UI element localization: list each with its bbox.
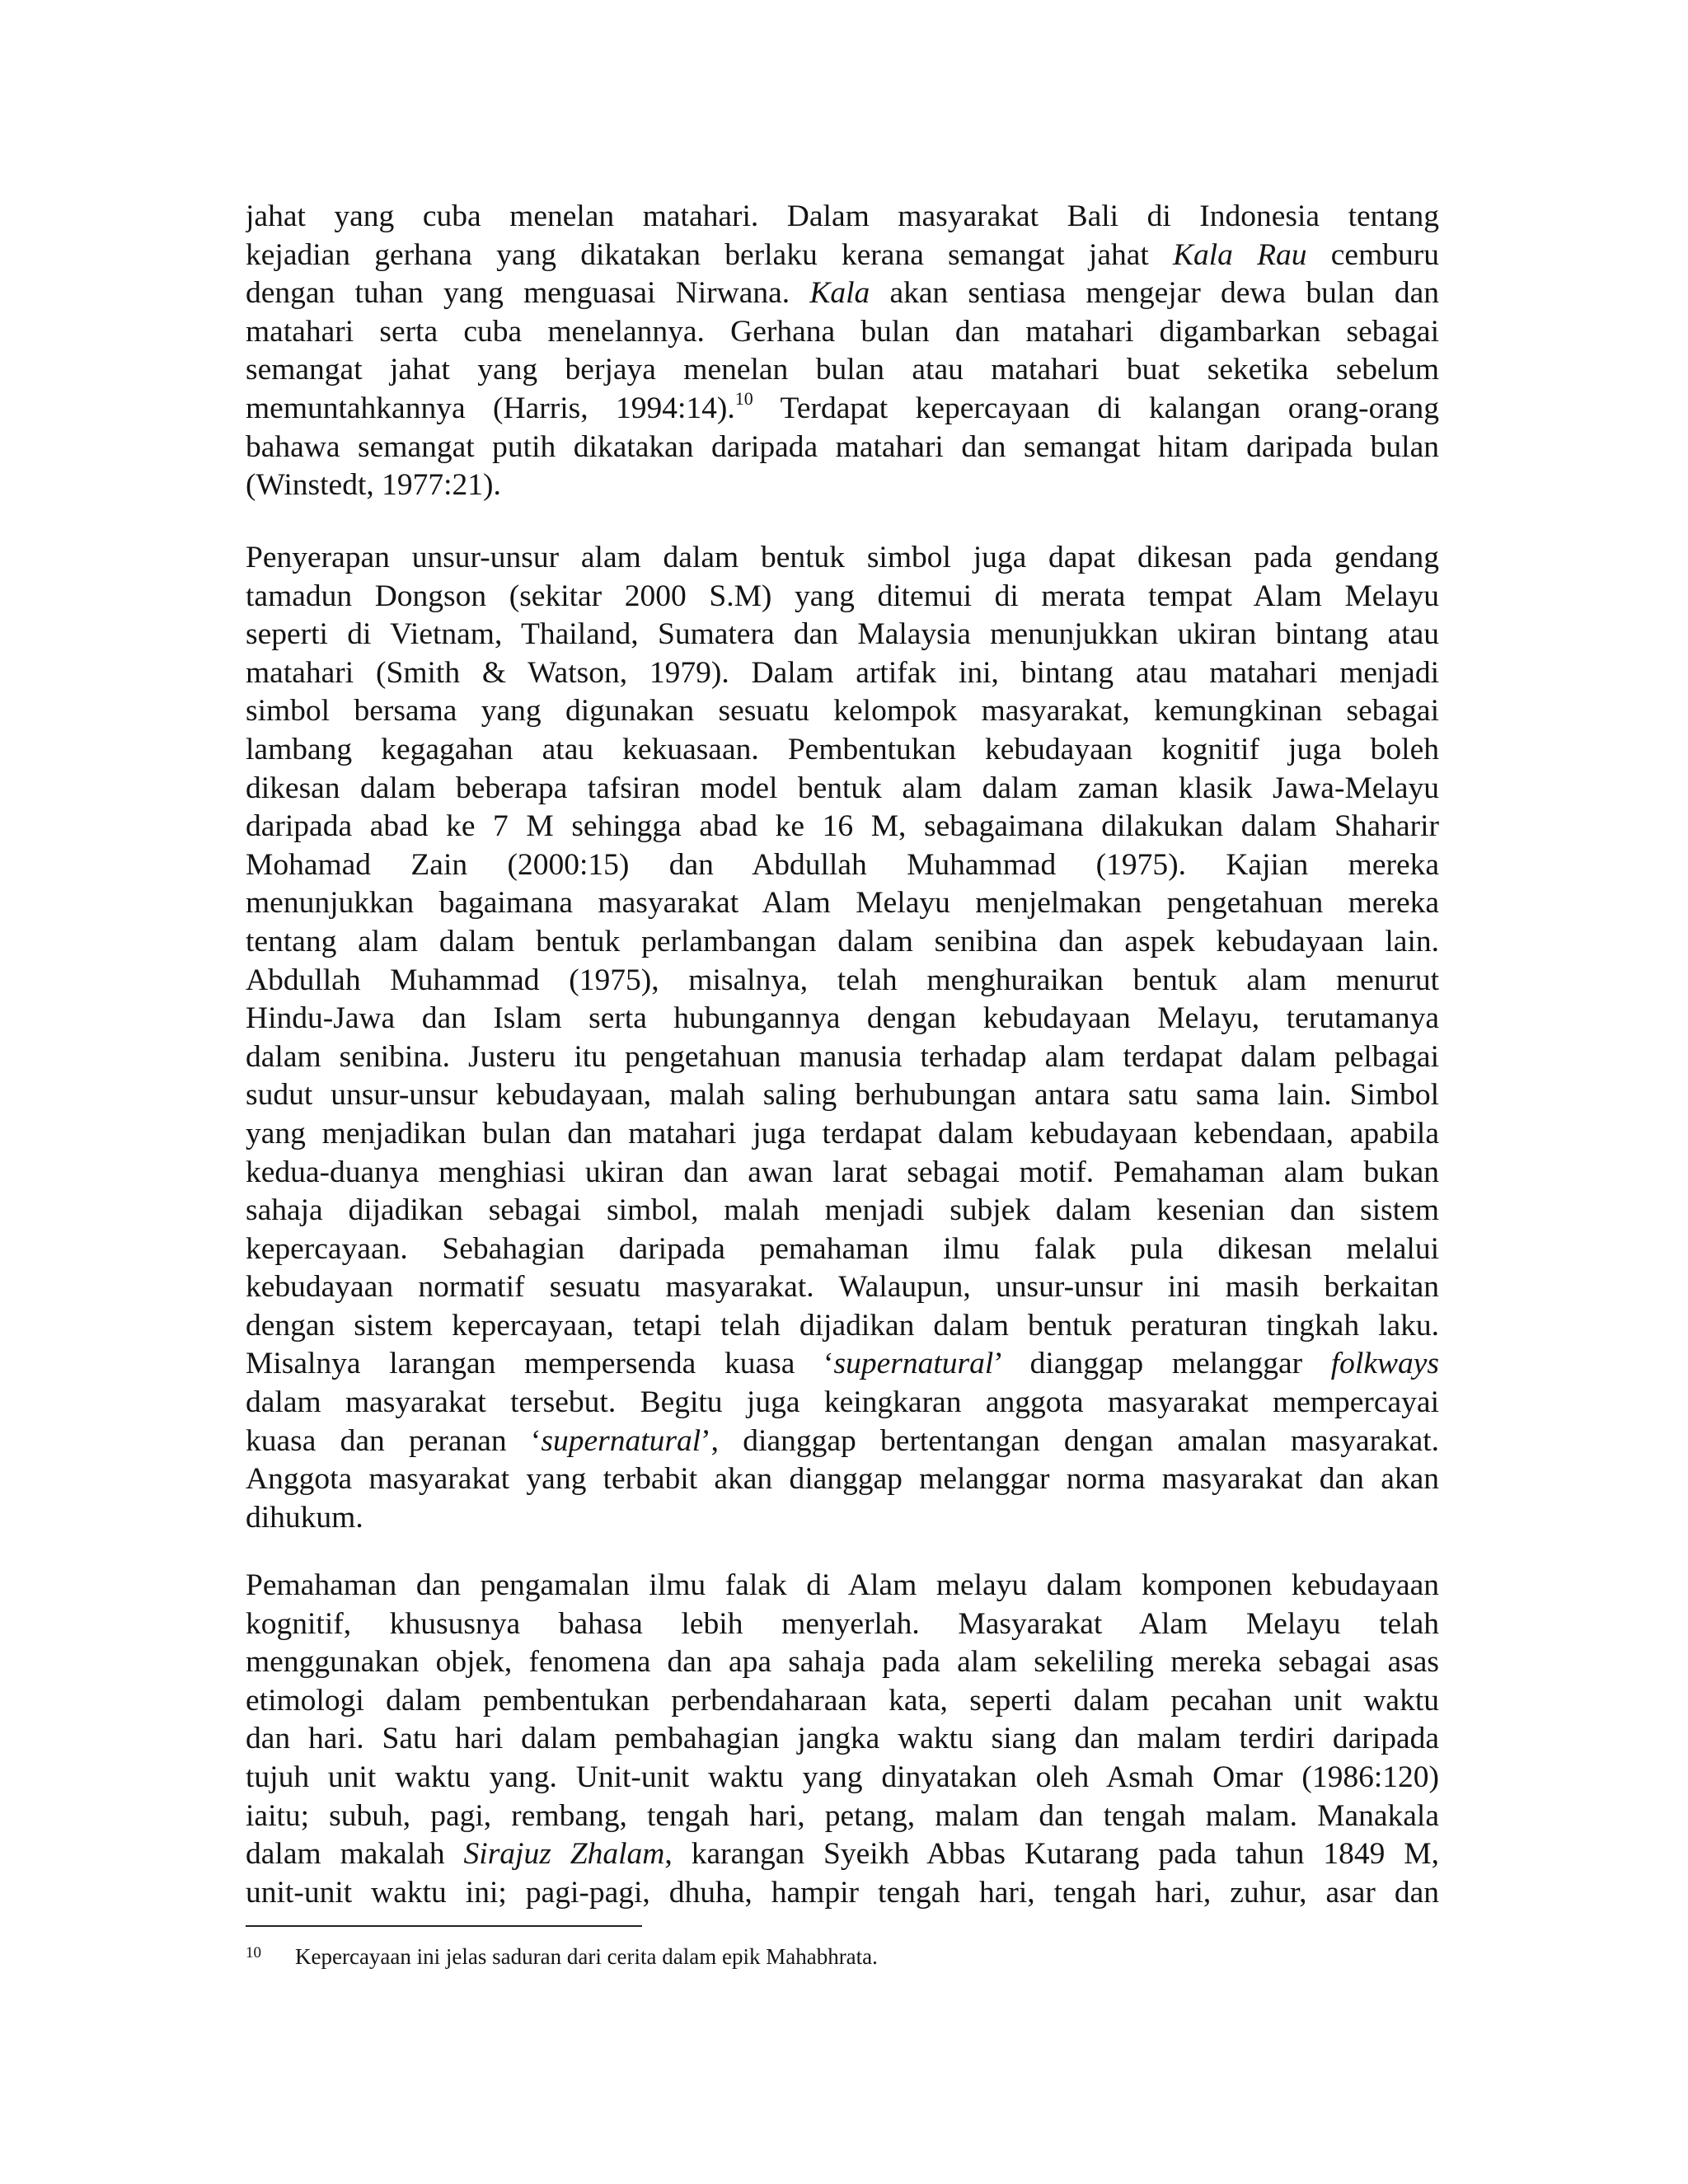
text-run: kuasa dan peranan ‘ <box>246 1423 542 1458</box>
text-run: simbol bersama yang digunakan sesuatu kelompok masyarakat, kemungkinan sebagai <box>246 694 1439 729</box>
italic-term: supernatural <box>541 1423 701 1458</box>
text-line <box>246 1605 1439 1644</box>
text-line <box>246 1038 1439 1077</box>
footnote <box>246 1942 1439 1976</box>
text-line <box>246 1422 1439 1461</box>
text-run: matahari (Smith & Watson, 1979). Dalam artifak ini, bintang atau matahari menjadi <box>246 655 1439 690</box>
text-line <box>246 1720 1439 1759</box>
text-run: semangat jahat yang berjaya menelan bulan atau matahari buat seketika sebelum <box>246 353 1439 387</box>
italic-term: folkways <box>1330 1347 1439 1381</box>
paragraph-2 <box>246 539 1439 1537</box>
text-run: Penyerapan unsur-unsur alam dalam bentuk simbol juga dapat dikesan pada gendang <box>246 541 1439 574</box>
text-line <box>246 1192 1439 1230</box>
text-line <box>246 731 1439 770</box>
text-run: Misalnya larangan mempersenda kuasa ‘ <box>246 1347 834 1381</box>
text-run: sahaja dijadikan sebagai simbol, malah menjadi subjek dalam kesenian dan sistem <box>246 1193 1439 1228</box>
text-line <box>246 962 1439 1001</box>
text-run: Abdullah Muhammad (1975), misalnya, telah menghuraikan bentuk alam menurut <box>246 963 1439 997</box>
italic-term: Kala <box>809 276 870 311</box>
text-line <box>246 198 1439 237</box>
text-run: jahat yang cuba menelan matahari. Dalam masyarakat Bali di Indonesia tentang <box>246 199 1439 233</box>
text-line <box>246 1759 1439 1797</box>
text-line <box>246 808 1439 846</box>
text-run: kognitif, khususnya bahasa lebih menyerlah. Masyarakat Alam Melayu telah <box>246 1606 1439 1641</box>
text-run: kedua-duanya menghiasi ukiran dan awan larat sebagai motif. Pemahaman alam bukan <box>246 1155 1439 1189</box>
text-run: matahari serta cuba menelannya. Gerhana bulan dan matahari digambarkan sebagai <box>246 314 1439 349</box>
text-run: ’, dianggap bertentangan dengan amalan masyarakat. <box>701 1423 1439 1458</box>
text-run: , karangan Syeikh Abbas Kutarang pada tahun 1849 M, <box>664 1837 1439 1872</box>
text-line <box>246 578 1439 616</box>
text-line <box>246 429 1439 467</box>
text-line <box>246 1499 1439 1538</box>
text-line <box>246 1567 1439 1605</box>
text-run: tentang alam dalam bentuk perlambangan dalam senibina dan aspek kebudayaan lain. <box>246 924 1439 958</box>
text-run: memuntahkannya (Harris, 1994:14). <box>246 391 735 425</box>
text-run: dalam masyarakat tersebut. Begitu juga keingkaran anggota masyarakat mempercayai <box>246 1385 1439 1420</box>
italic-term: supernatural <box>833 1347 994 1381</box>
text-line <box>246 1230 1439 1269</box>
text-run: kepercayaan. Sebahagian daripada pemahaman ilmu falak pula dikesan melalui <box>246 1231 1439 1266</box>
footnote-text: Kepercayaan ini jelas saduran dari cerita dalam epik Mahabhrata. <box>295 1944 878 1969</box>
text-line <box>246 1384 1439 1422</box>
text-run: ’ dianggap melanggar <box>993 1347 1331 1381</box>
italic-term: Kala Rau <box>1173 237 1307 272</box>
text-run: kebudayaan normatif sesuatu masyarakat. Walaupun, unsur-unsur ini masih berkaitan <box>246 1270 1439 1305</box>
text-run: dikesan dalam beberapa tafsiran model bentuk alam dalam zaman klasik Jawa-Melayu <box>246 771 1439 805</box>
text-line <box>246 1115 1439 1154</box>
text-line <box>246 770 1439 808</box>
footnote-reference: 10 <box>734 389 753 410</box>
text-run: bahawa semangat putih dikatakan daripada matahari dan semangat hitam daripada bulan <box>246 429 1439 464</box>
text-line <box>246 692 1439 731</box>
text-run: tamadun Dongson (sekitar 2000 S.M) yang ditemui di merata tempat Alam Melayu <box>246 579 1439 613</box>
text-line <box>246 654 1439 693</box>
text-line <box>246 274 1439 313</box>
text-line <box>246 884 1439 923</box>
italic-term: Sirajuz Zhalam <box>463 1837 665 1872</box>
text-line <box>246 1460 1439 1499</box>
text-run: yang menjadikan bulan dan matahari juga terdapat dalam kebudayaan kebendaan, apabila <box>246 1116 1439 1151</box>
text-line <box>246 846 1439 885</box>
text-run: (Winstedt, 1977:21). <box>246 468 501 503</box>
text-line <box>246 616 1439 654</box>
text-line <box>246 1345 1439 1384</box>
text-line <box>246 1307 1439 1346</box>
text-line <box>246 1643 1439 1682</box>
paragraph-3 <box>246 1567 1439 1912</box>
text-line <box>246 1874 1439 1913</box>
text-run: Anggota masyarakat yang terbabit akan dianggap melanggar norma masyarakat dan akan <box>246 1462 1439 1497</box>
text-line <box>246 1797 1439 1836</box>
text-run: daripada abad ke 7 M sehingga abad ke 16 M, sebagaimana dilakukan dalam Shaharir <box>246 809 1439 844</box>
text-run: menggunakan objek, fenomena dan apa sahaja pada alam sekeliling mereka sebagai asas <box>246 1645 1439 1680</box>
text-line <box>246 390 1439 429</box>
text-run: Pemahaman dan pengamalan ilmu falak di Alam melayu dalam komponen kebudayaan <box>246 1568 1439 1602</box>
text-line <box>246 1835 1439 1874</box>
text-run: tujuh unit waktu yang. Unit-unit waktu yang dinyatakan oleh Asmah Omar (1986:120) <box>246 1760 1439 1794</box>
text-run: unit-unit waktu ini; pagi-pagi, dhuha, hampir tengah hari, tengah hari, zuhur, asar dan <box>246 1875 1439 1910</box>
text-run: Terdapat kepercayaan di kalangan orang-orang <box>753 391 1439 425</box>
text-line <box>246 1154 1439 1193</box>
text-run: menunjukkan bagaimana masyarakat Alam Melayu menjelmakan pengetahuan mereka <box>246 886 1439 921</box>
text-line <box>246 313 1439 352</box>
text-run: dihukum. <box>246 1500 363 1535</box>
text-line <box>246 466 1439 505</box>
text-run: etimologi dalam pembentukan perbendaharaan kata, seperti dalam pecahan unit waktu <box>246 1683 1439 1718</box>
text-run: dengan tuhan yang menguasai Nirwana. <box>246 276 810 311</box>
text-line <box>246 237 1439 275</box>
text-run: lambang kegagahan atau kekuasaan. Pembentukan kebudayaan kognitif juga boleh <box>246 732 1439 766</box>
text-run: dengan sistem kepercayaan, tetapi telah dijadikan dalam bentuk peraturan tingkah laku. <box>246 1308 1439 1343</box>
text-run: dan hari. Satu hari dalam pembahagian jangka waktu siang dan malam terdiri daripada <box>246 1722 1439 1756</box>
text-line <box>246 1000 1439 1038</box>
paragraph-1 <box>246 198 1439 505</box>
text-run: akan sentiasa mengejar dewa bulan dan <box>870 276 1439 311</box>
footnote-number: 10 <box>246 1944 261 1961</box>
text-run: kejadian gerhana yang dikatakan berlaku kerana semangat jahat <box>246 237 1173 272</box>
text-line <box>246 351 1439 390</box>
text-run: seperti di Vietnam, Thailand, Sumatera dan Malaysia menunjukkan ukiran bintang atau <box>246 617 1439 652</box>
text-run: Mohamad Zain (2000:15) dan Abdullah Muhammad (1975). Kajian mereka <box>246 847 1439 882</box>
text-run: dalam senibina. Justeru itu pengetahuan manusia terhadap alam terdapat dalam pelbagai <box>246 1039 1439 1074</box>
text-run: dalam makalah <box>246 1837 464 1872</box>
text-run: cemburu <box>1306 237 1439 272</box>
text-line <box>246 923 1439 962</box>
text-run: iaitu; subuh, pagi, rembang, tengah hari, petang, malam dan tengah malam. Manakala <box>246 1798 1439 1833</box>
text-run: sudut unsur-unsur kebudayaan, malah saling berhubungan antara satu sama lain. Simbol <box>246 1078 1439 1113</box>
footnote-divider <box>246 1925 642 1927</box>
text-run: Hindu-Jawa dan Islam serta hubungannya dengan kebudayaan Melayu, terutamanya <box>246 1001 1439 1036</box>
text-line <box>246 1268 1439 1307</box>
text-line <box>246 539 1439 578</box>
text-line <box>246 1682 1439 1721</box>
text-line <box>246 1076 1439 1115</box>
